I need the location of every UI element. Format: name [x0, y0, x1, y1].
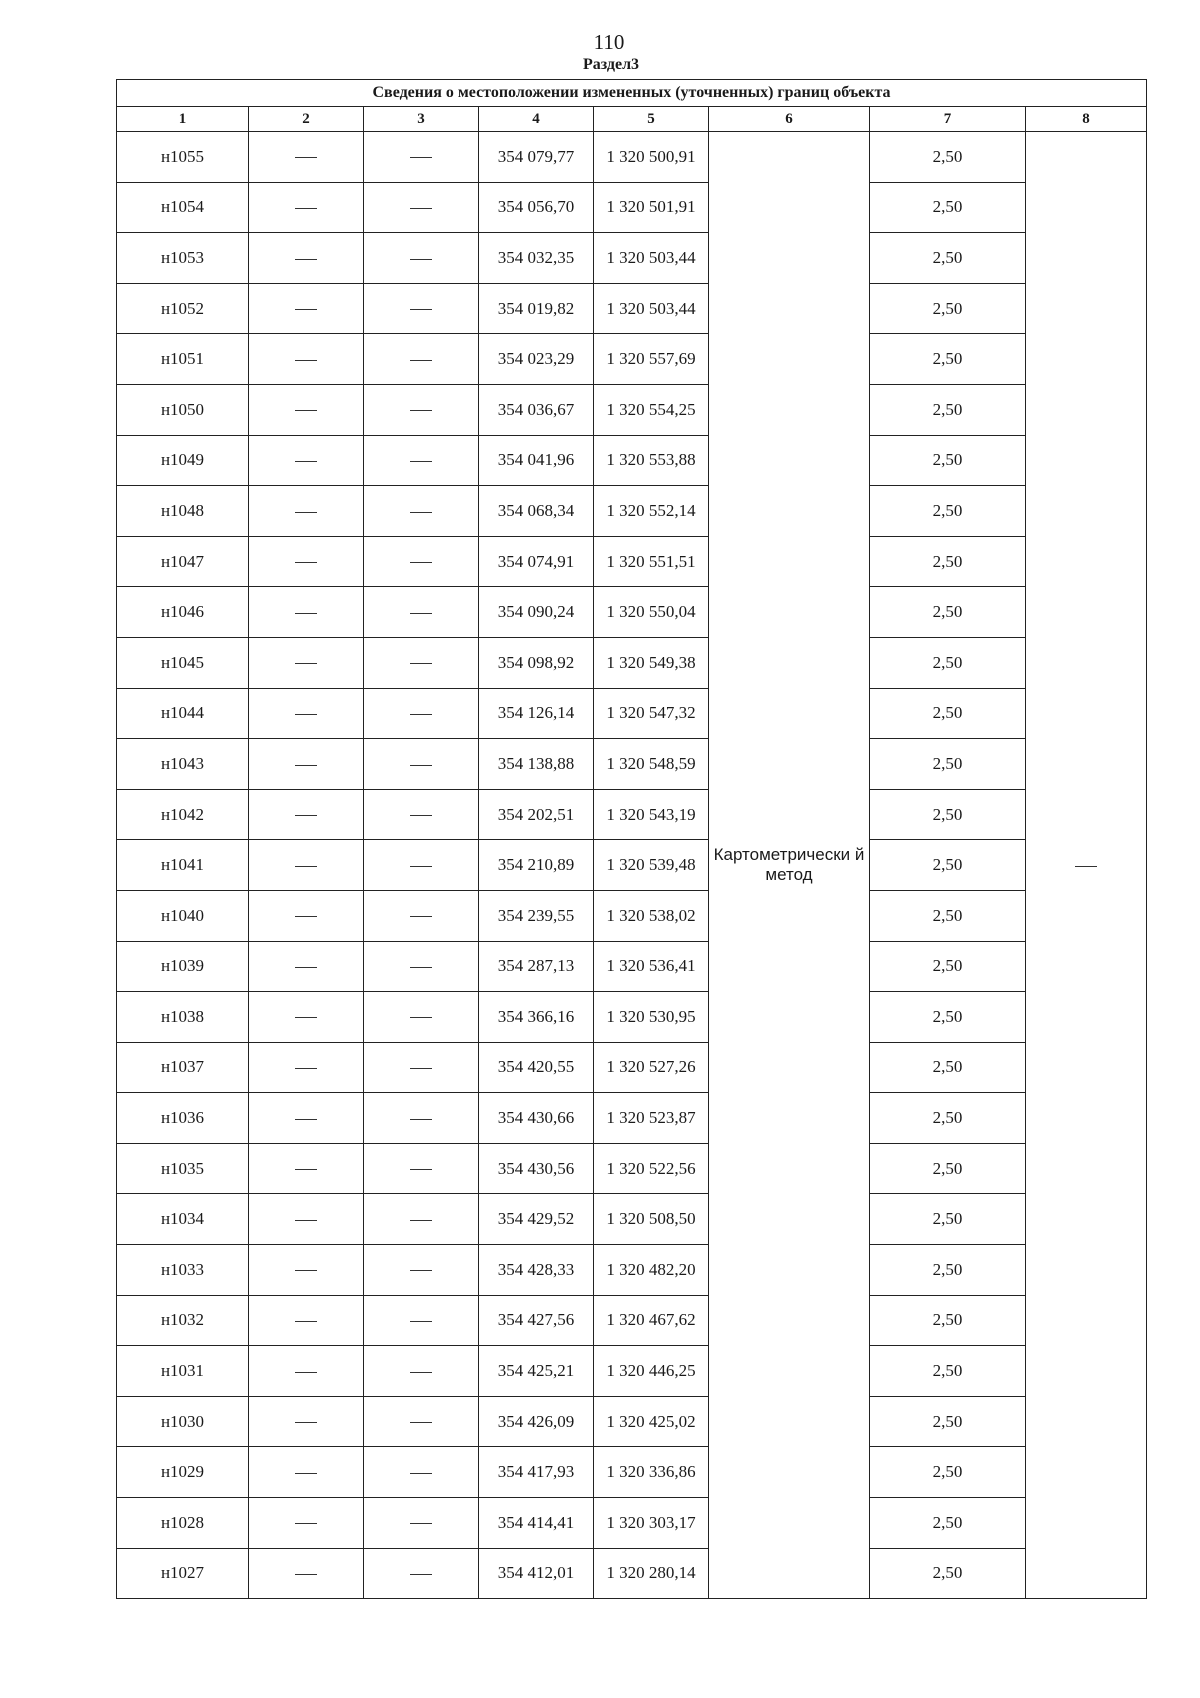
column-3-cell: [364, 486, 479, 537]
dash-mark: [410, 208, 432, 209]
dash-mark: [295, 1017, 317, 1018]
accuracy-cell: 2,50: [870, 233, 1026, 284]
y-coordinate-cell: 1 320 550,04: [594, 587, 709, 638]
point-id-cell: н1034: [117, 1194, 249, 1245]
accuracy-cell: 2,50: [870, 789, 1026, 840]
column-2-cell: [249, 384, 364, 435]
dash-mark: [295, 259, 317, 260]
point-id-cell: н1041: [117, 840, 249, 891]
y-coordinate-cell: 1 320 522,56: [594, 1143, 709, 1194]
dash-mark: [295, 1068, 317, 1069]
y-coordinate-cell: 1 320 500,91: [594, 132, 709, 183]
point-id-cell: н1032: [117, 1295, 249, 1346]
dash-mark: [295, 765, 317, 766]
column-number-5: 5: [594, 107, 709, 132]
y-coordinate-cell: 1 320 557,69: [594, 334, 709, 385]
column-3-cell: [364, 739, 479, 790]
table-row: [117, 688, 1147, 739]
point-id-cell: н1030: [117, 1396, 249, 1447]
dash-mark: [410, 1523, 432, 1524]
dash-mark: [410, 765, 432, 766]
column-3-cell: [364, 1548, 479, 1599]
table-row: [117, 283, 1147, 334]
table-row: [117, 1346, 1147, 1397]
point-id-cell: н1052: [117, 283, 249, 334]
column-number-6: 6: [709, 107, 870, 132]
table-row: [117, 890, 1147, 941]
table-row: [117, 1498, 1147, 1549]
y-coordinate-cell: 1 320 549,38: [594, 637, 709, 688]
dash-mark: [410, 562, 432, 563]
accuracy-cell: 2,50: [870, 1295, 1026, 1346]
column-number-2: 2: [249, 107, 364, 132]
dash-mark: [410, 663, 432, 664]
column-3-cell: [364, 283, 479, 334]
dash-mark: [410, 309, 432, 310]
y-coordinate-cell: 1 320 523,87: [594, 1093, 709, 1144]
table-row: [117, 1447, 1147, 1498]
column-3-cell: [364, 132, 479, 183]
column-2-cell: [249, 283, 364, 334]
dash-mark: [410, 410, 432, 411]
table-row: [117, 233, 1147, 284]
table-row: [117, 1295, 1147, 1346]
x-coordinate-cell: 354 138,88: [479, 739, 594, 790]
dash-mark: [295, 1169, 317, 1170]
x-coordinate-cell: 354 210,89: [479, 840, 594, 891]
dash-mark: [295, 815, 317, 816]
table-row: [117, 384, 1147, 435]
column-8-cell: [1026, 132, 1147, 1599]
x-coordinate-cell: 354 019,82: [479, 283, 594, 334]
column-2-cell: [249, 840, 364, 891]
point-id-cell: н1047: [117, 536, 249, 587]
accuracy-cell: 2,50: [870, 1396, 1026, 1447]
column-number-7: 7: [870, 107, 1026, 132]
dash-mark: [295, 866, 317, 867]
y-coordinate-cell: 1 320 336,86: [594, 1447, 709, 1498]
dash-mark: [410, 967, 432, 968]
y-coordinate-cell: 1 320 552,14: [594, 486, 709, 537]
column-2-cell: [249, 890, 364, 941]
column-3-cell: [364, 1042, 479, 1093]
y-coordinate-cell: 1 320 547,32: [594, 688, 709, 739]
x-coordinate-cell: 354 425,21: [479, 1346, 594, 1397]
dash-mark: [295, 1321, 317, 1322]
point-id-cell: н1031: [117, 1346, 249, 1397]
column-3-cell: [364, 435, 479, 486]
point-id-cell: н1042: [117, 789, 249, 840]
column-3-cell: [364, 182, 479, 233]
column-2-cell: [249, 941, 364, 992]
y-coordinate-cell: 1 320 554,25: [594, 384, 709, 435]
column-3-cell: [364, 992, 479, 1043]
column-3-cell: [364, 1346, 479, 1397]
y-coordinate-cell: 1 320 548,59: [594, 739, 709, 790]
column-3-cell: [364, 1295, 479, 1346]
table-caption: Сведения о местоположении измененных (уточненных) границ объекта: [117, 80, 1147, 107]
y-coordinate-cell: 1 320 425,02: [594, 1396, 709, 1447]
table-row: [117, 486, 1147, 537]
column-3-cell: [364, 233, 479, 284]
table-row: [117, 1194, 1147, 1245]
x-coordinate-cell: 354 074,91: [479, 536, 594, 587]
x-coordinate-cell: 354 023,29: [479, 334, 594, 385]
point-id-cell: н1036: [117, 1093, 249, 1144]
dash-mark: [410, 1321, 432, 1322]
accuracy-cell: 2,50: [870, 536, 1026, 587]
dash-mark: [295, 916, 317, 917]
point-id-cell: н1039: [117, 941, 249, 992]
dash-mark: [410, 916, 432, 917]
dash-mark: [295, 1372, 317, 1373]
y-coordinate-cell: 1 320 503,44: [594, 283, 709, 334]
dash-mark: [410, 1473, 432, 1474]
dash-mark: [410, 1017, 432, 1018]
point-id-cell: н1040: [117, 890, 249, 941]
accuracy-cell: 2,50: [870, 435, 1026, 486]
dash-mark: [295, 613, 317, 614]
section-title: Раздел3: [582, 56, 640, 73]
column-2-cell: [249, 435, 364, 486]
column-2-cell: [249, 1093, 364, 1144]
x-coordinate-cell: 354 430,56: [479, 1143, 594, 1194]
column-number-8: 8: [1026, 107, 1147, 132]
dash-mark: [295, 1119, 317, 1120]
accuracy-cell: 2,50: [870, 1042, 1026, 1093]
point-id-cell: н1045: [117, 637, 249, 688]
x-coordinate-cell: 354 427,56: [479, 1295, 594, 1346]
dash-mark: [410, 613, 432, 614]
accuracy-cell: 2,50: [870, 992, 1026, 1043]
accuracy-cell: 2,50: [870, 739, 1026, 790]
point-id-cell: н1037: [117, 1042, 249, 1093]
column-2-cell: [249, 1447, 364, 1498]
dash-mark: [410, 866, 432, 867]
y-coordinate-cell: 1 320 482,20: [594, 1245, 709, 1296]
dash-mark: [410, 461, 432, 462]
dash-mark: [295, 512, 317, 513]
x-coordinate-cell: 354 041,96: [479, 435, 594, 486]
column-2-cell: [249, 992, 364, 1043]
table-row: [117, 1548, 1147, 1599]
column-3-cell: [364, 384, 479, 435]
column-2-cell: [249, 789, 364, 840]
point-id-cell: н1043: [117, 739, 249, 790]
point-id-cell: н1027: [117, 1548, 249, 1599]
accuracy-cell: 2,50: [870, 840, 1026, 891]
column-3-cell: [364, 840, 479, 891]
accuracy-cell: 2,50: [870, 283, 1026, 334]
accuracy-cell: 2,50: [870, 1245, 1026, 1296]
point-id-cell: н1033: [117, 1245, 249, 1296]
x-coordinate-cell: 354 417,93: [479, 1447, 594, 1498]
point-id-cell: н1038: [117, 992, 249, 1043]
dash-mark: [295, 360, 317, 361]
point-id-cell: н1051: [117, 334, 249, 385]
x-coordinate-cell: 354 429,52: [479, 1194, 594, 1245]
y-coordinate-cell: 1 320 446,25: [594, 1346, 709, 1397]
table-row: [117, 1245, 1147, 1296]
dash-mark: [410, 259, 432, 260]
x-coordinate-cell: 354 287,13: [479, 941, 594, 992]
column-2-cell: [249, 688, 364, 739]
dash-mark: [410, 1119, 432, 1120]
table-row: [117, 435, 1147, 486]
column-2-cell: [249, 1194, 364, 1245]
column-2-cell: [249, 1143, 364, 1194]
x-coordinate-cell: 354 068,34: [479, 486, 594, 537]
dash-mark: [295, 714, 317, 715]
column-2-cell: [249, 1245, 364, 1296]
x-coordinate-cell: 354 202,51: [479, 789, 594, 840]
column-2-cell: [249, 182, 364, 233]
table-row: [117, 182, 1147, 233]
x-coordinate-cell: 354 032,35: [479, 233, 594, 284]
column-2-cell: [249, 637, 364, 688]
y-coordinate-cell: 1 320 543,19: [594, 789, 709, 840]
x-coordinate-cell: 354 412,01: [479, 1548, 594, 1599]
table-row: [117, 637, 1147, 688]
accuracy-cell: 2,50: [870, 941, 1026, 992]
column-2-cell: [249, 1498, 364, 1549]
x-coordinate-cell: 354 098,92: [479, 637, 594, 688]
dash-mark: [295, 208, 317, 209]
y-coordinate-cell: 1 320 539,48: [594, 840, 709, 891]
column-3-cell: [364, 688, 479, 739]
column-3-cell: [364, 1447, 479, 1498]
column-3-cell: [364, 637, 479, 688]
page-number: 110: [593, 30, 625, 54]
point-id-cell: н1046: [117, 587, 249, 638]
column-2-cell: [249, 132, 364, 183]
column-number-3: 3: [364, 107, 479, 132]
column-2-cell: [249, 486, 364, 537]
column-3-cell: [364, 789, 479, 840]
y-coordinate-cell: 1 320 536,41: [594, 941, 709, 992]
point-id-cell: н1055: [117, 132, 249, 183]
column-3-cell: [364, 334, 479, 385]
accuracy-cell: 2,50: [870, 1143, 1026, 1194]
y-coordinate-cell: 1 320 503,44: [594, 233, 709, 284]
column-3-cell: [364, 1396, 479, 1447]
x-coordinate-cell: 354 366,16: [479, 992, 594, 1043]
y-coordinate-cell: 1 320 538,02: [594, 890, 709, 941]
accuracy-cell: 2,50: [870, 1498, 1026, 1549]
point-id-cell: н1035: [117, 1143, 249, 1194]
dash-mark: [410, 1422, 432, 1423]
column-2-cell: [249, 1346, 364, 1397]
point-id-cell: н1054: [117, 182, 249, 233]
table-row: [117, 1396, 1147, 1447]
dash-mark: [410, 714, 432, 715]
column-2-cell: [249, 334, 364, 385]
dash-mark: [410, 1220, 432, 1221]
dash-mark: [295, 1523, 317, 1524]
accuracy-cell: 2,50: [870, 384, 1026, 435]
dash-mark: [295, 461, 317, 462]
table-row: [117, 536, 1147, 587]
column-2-cell: [249, 1548, 364, 1599]
accuracy-cell: 2,50: [870, 637, 1026, 688]
accuracy-cell: 2,50: [870, 1093, 1026, 1144]
table-row: [117, 1042, 1147, 1093]
column-3-cell: [364, 587, 479, 638]
column-3-cell: [364, 536, 479, 587]
dash-mark: [295, 1270, 317, 1271]
column-3-cell: [364, 1194, 479, 1245]
dash-mark: [410, 1270, 432, 1271]
x-coordinate-cell: 354 079,77: [479, 132, 594, 183]
accuracy-cell: 2,50: [870, 1548, 1026, 1599]
dash-mark: [295, 1574, 317, 1575]
point-id-cell: н1044: [117, 688, 249, 739]
y-coordinate-cell: 1 320 467,62: [594, 1295, 709, 1346]
x-coordinate-cell: 354 420,55: [479, 1042, 594, 1093]
point-id-cell: н1049: [117, 435, 249, 486]
table-row: [117, 840, 1147, 891]
column-2-cell: [249, 587, 364, 638]
column-number-4: 4: [479, 107, 594, 132]
column-2-cell: [249, 536, 364, 587]
dash-mark: [295, 410, 317, 411]
x-coordinate-cell: 354 036,67: [479, 384, 594, 435]
point-id-cell: н1050: [117, 384, 249, 435]
y-coordinate-cell: 1 320 530,95: [594, 992, 709, 1043]
point-id-cell: н1048: [117, 486, 249, 537]
column-3-cell: [364, 890, 479, 941]
column-2-cell: [249, 739, 364, 790]
column-2-cell: [249, 233, 364, 284]
point-id-cell: н1028: [117, 1498, 249, 1549]
y-coordinate-cell: 1 320 551,51: [594, 536, 709, 587]
dash-mark: [295, 562, 317, 563]
accuracy-cell: 2,50: [870, 132, 1026, 183]
column-3-cell: [364, 1498, 479, 1549]
table-row: [117, 739, 1147, 790]
dash-mark: [410, 512, 432, 513]
dash-mark: [410, 360, 432, 361]
table-row: [117, 132, 1147, 183]
column-3-cell: [364, 1093, 479, 1144]
table-row: [117, 941, 1147, 992]
column-3-cell: [364, 1245, 479, 1296]
dash-mark: [295, 157, 317, 158]
point-id-cell: н1053: [117, 233, 249, 284]
dash-mark: [295, 663, 317, 664]
dash-mark: [410, 1574, 432, 1575]
dash-mark: [295, 309, 317, 310]
table-row: [117, 1093, 1147, 1144]
dash-mark: [410, 1169, 432, 1170]
x-coordinate-cell: 354 430,66: [479, 1093, 594, 1144]
column-number-row: [117, 107, 1147, 132]
y-coordinate-cell: 1 320 501,91: [594, 182, 709, 233]
accuracy-cell: 2,50: [870, 688, 1026, 739]
table-row: [117, 587, 1147, 638]
dash-mark: [410, 815, 432, 816]
dash-mark: [295, 1422, 317, 1423]
column-number-1: 1: [117, 107, 249, 132]
accuracy-cell: 2,50: [870, 1194, 1026, 1245]
accuracy-cell: 2,50: [870, 334, 1026, 385]
accuracy-cell: 2,50: [870, 890, 1026, 941]
table-body: [117, 132, 1147, 1599]
column-3-cell: [364, 1143, 479, 1194]
accuracy-cell: 2,50: [870, 587, 1026, 638]
column-2-cell: [249, 1042, 364, 1093]
y-coordinate-cell: 1 320 303,17: [594, 1498, 709, 1549]
dash-mark: [410, 157, 432, 158]
y-coordinate-cell: 1 320 527,26: [594, 1042, 709, 1093]
table-row: [117, 1143, 1147, 1194]
dash-mark: [295, 967, 317, 968]
y-coordinate-cell: 1 320 553,88: [594, 435, 709, 486]
column-2-cell: [249, 1396, 364, 1447]
x-coordinate-cell: 354 090,24: [479, 587, 594, 638]
dash-mark: [1075, 866, 1097, 867]
table-row: [117, 334, 1147, 385]
dash-mark: [410, 1372, 432, 1373]
x-coordinate-cell: 354 428,33: [479, 1245, 594, 1296]
x-coordinate-cell: 354 126,14: [479, 688, 594, 739]
column-3-cell: [364, 941, 479, 992]
dash-mark: [295, 1473, 317, 1474]
x-coordinate-cell: 354 239,55: [479, 890, 594, 941]
dash-mark: [295, 1220, 317, 1221]
accuracy-cell: 2,50: [870, 1346, 1026, 1397]
boundary-coordinates-table: [116, 79, 1147, 1599]
point-id-cell: н1029: [117, 1447, 249, 1498]
x-coordinate-cell: 354 426,09: [479, 1396, 594, 1447]
table-row: [117, 992, 1147, 1043]
y-coordinate-cell: 1 320 508,50: [594, 1194, 709, 1245]
table-row: [117, 789, 1147, 840]
column-2-cell: [249, 1295, 364, 1346]
x-coordinate-cell: 354 056,70: [479, 182, 594, 233]
y-coordinate-cell: 1 320 280,14: [594, 1548, 709, 1599]
accuracy-cell: 2,50: [870, 182, 1026, 233]
method-cell: Картометрически й метод: [709, 132, 870, 1599]
accuracy-cell: 2,50: [870, 486, 1026, 537]
accuracy-cell: 2,50: [870, 1447, 1026, 1498]
x-coordinate-cell: 354 414,41: [479, 1498, 594, 1549]
dash-mark: [410, 1068, 432, 1069]
